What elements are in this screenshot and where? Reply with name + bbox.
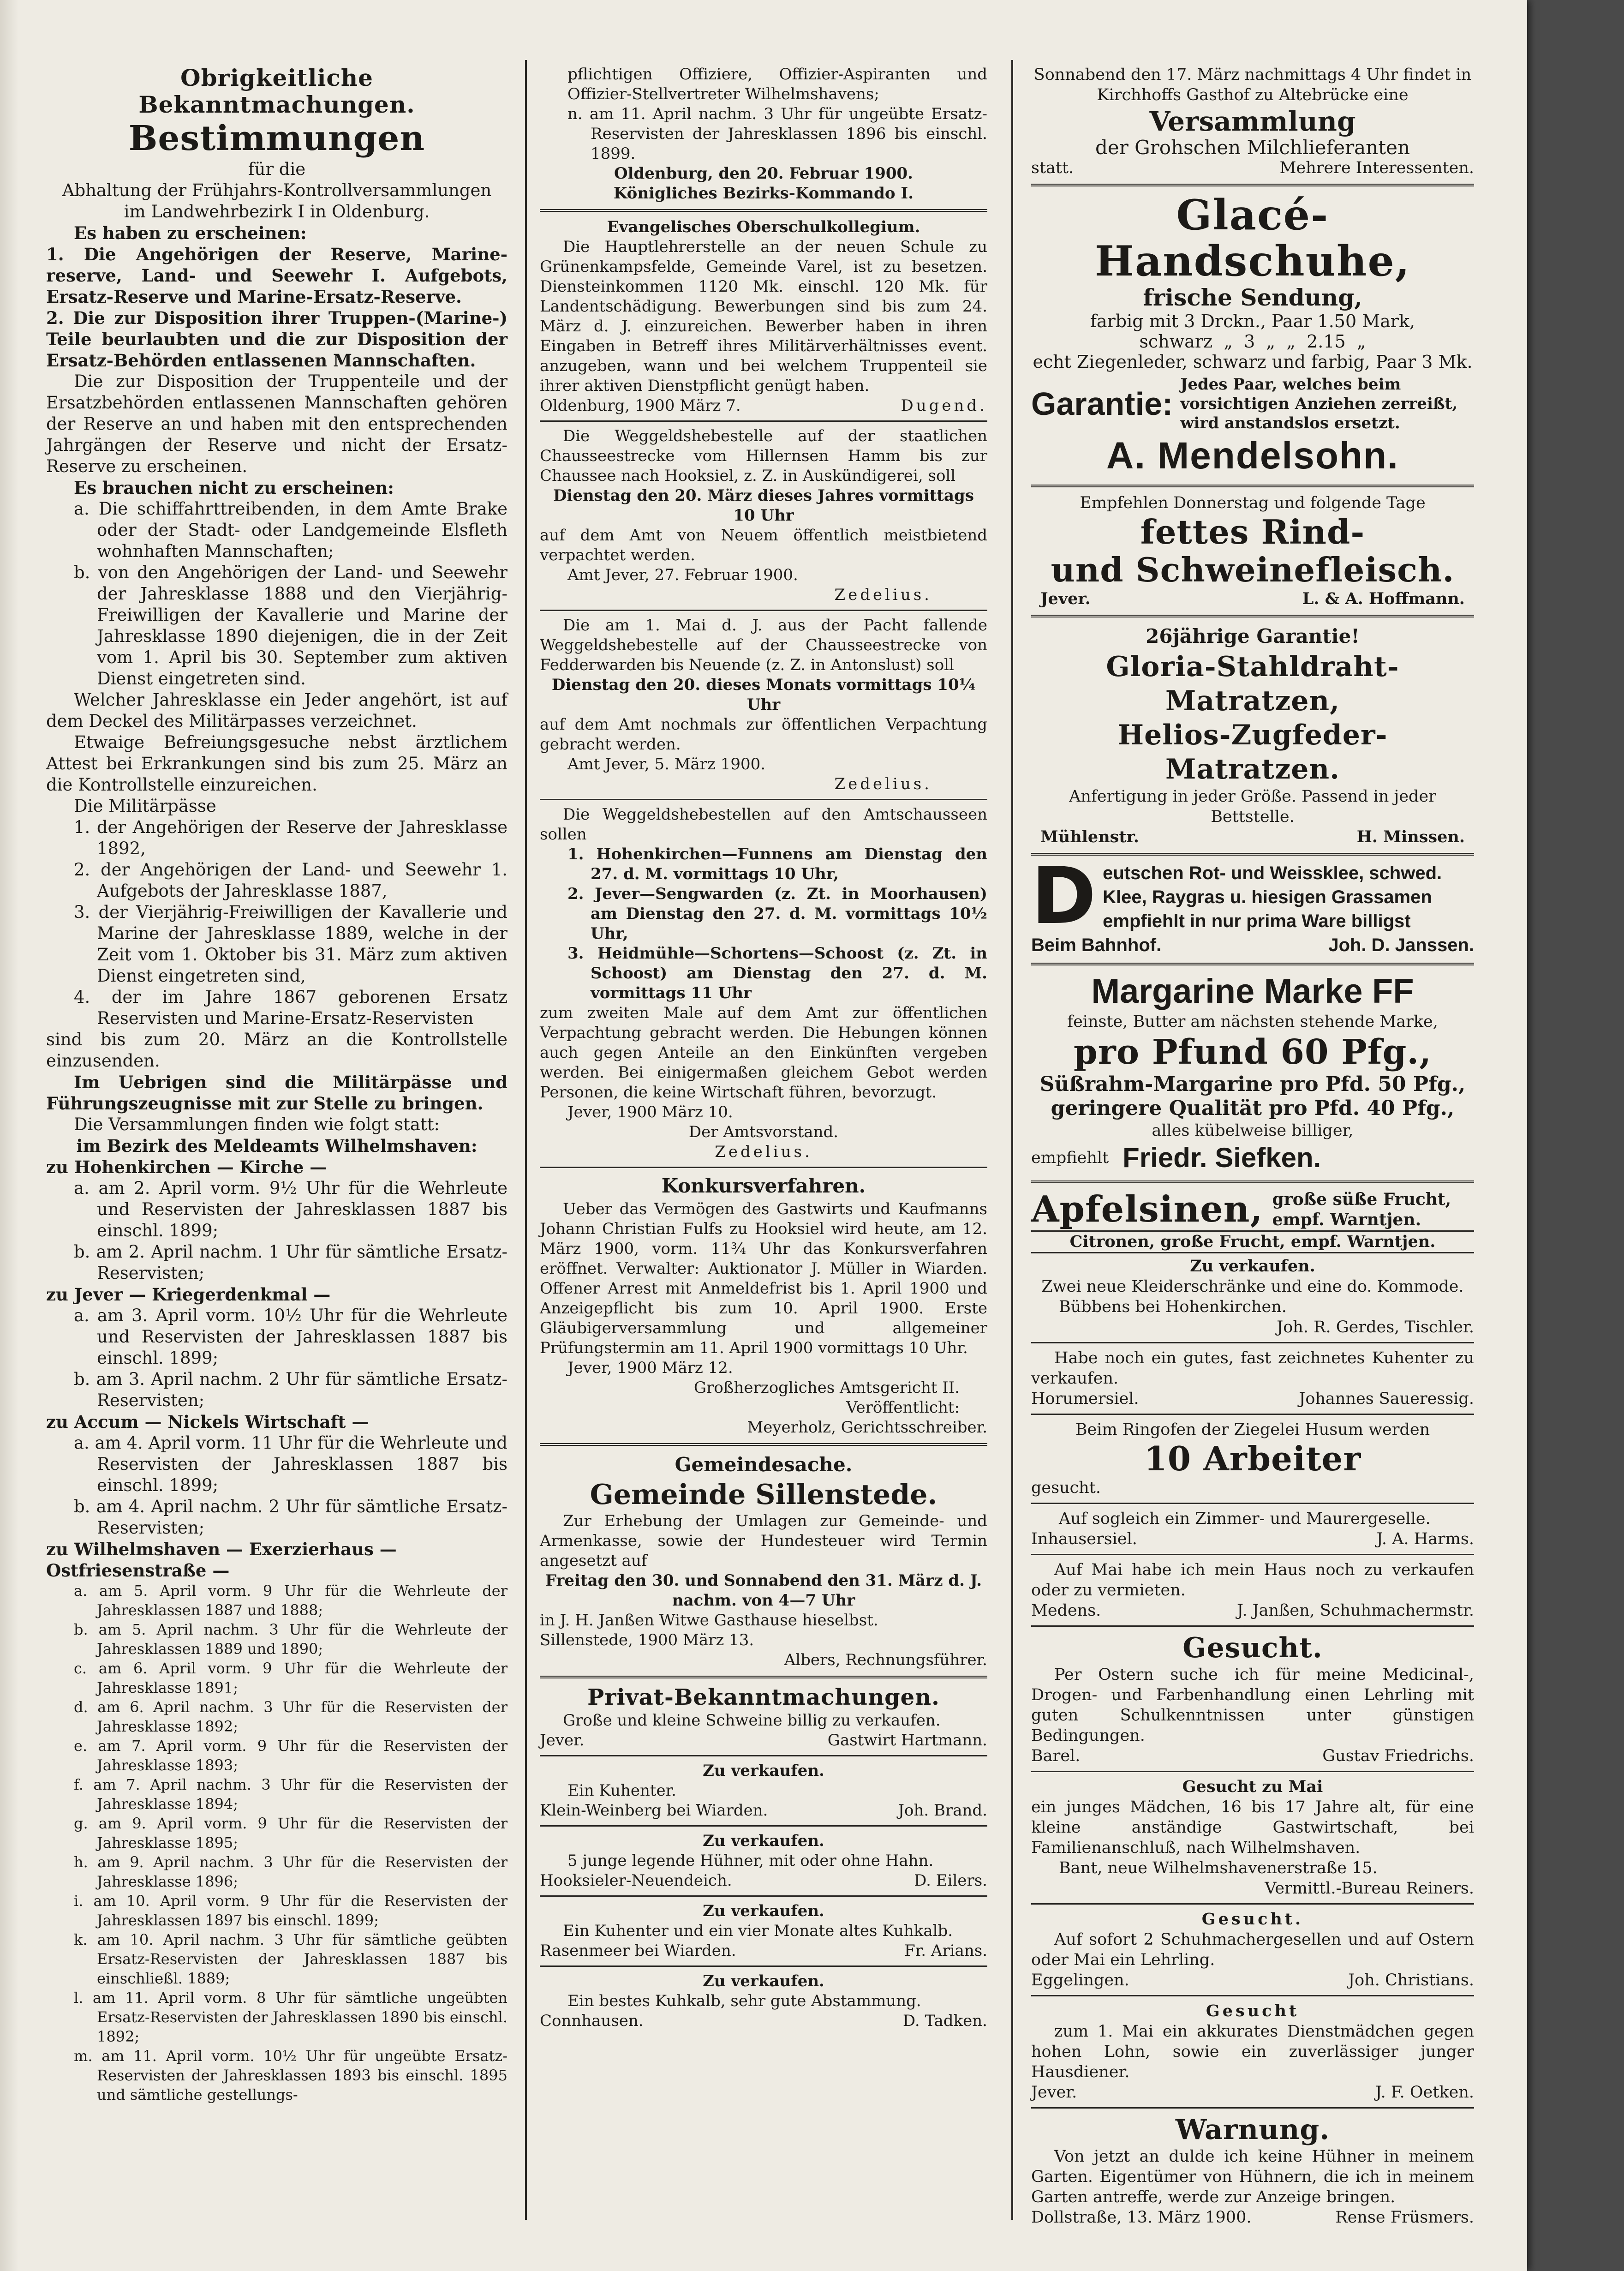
- paragraph: Die Weggeldshebestellen auf den Amtschausseen sollen: [540, 805, 987, 844]
- paragraph: zum zweiten Male auf dem Amt zur öffentlichen Verpachtung gebracht werden. Die Hebungen können auch gegen Anteile an den Einkünften vergeben werden. Bei einigermaßen gleichem Gebot werden Personen, die keine Wirtschaft führen, bevorzugt.: [540, 1004, 987, 1102]
- divider: [1031, 1414, 1474, 1415]
- ad-text: Per Ostern suche ich für meine Medicinal-, Drogen- und Farbenhandlung einen Lehrling mit guten Schulkenntnissen unter günstigen Bedingungen.: [1031, 1666, 1474, 1745]
- list-item: b. am 2. April nachm. 1 Uhr für sämtliche Ersatz-Reservisten;: [74, 1242, 508, 1283]
- ad-location: Connhausen.: [540, 2012, 644, 2030]
- notice-title: Gemeinde Sillenstede.: [590, 1479, 937, 1511]
- section-header: Obrigkeitliche Bekanntmachungen.: [138, 64, 415, 118]
- ad-location: Mühlenstr.: [1040, 827, 1139, 846]
- list-item: 1. Die Angehörigen der Reserve, Marine-reserve, Land- und Seewehr I. Aufgebots, Ersatz-Reserve und Marine-Ersatz-Reserve.: [46, 244, 508, 307]
- ad-heading: Gesucht: [1206, 2001, 1300, 2020]
- paragraph: Ueber das Vermögen des Gastwirts und Kaufmanns Johann Christian Fulfs zu Hooksiel wird heute, am 12. März 1900, vorm. 11¾ Uhr das Konkursverfahren eröffnet. Verwalter: Auktionator J. Müller in Wiarden. Offener Arrest mit Anmeldefrist bis 1. April 1900 und Anzeigepflicht bis zum 10. April 1900. Erste Gläubigerversammlung und allgemeiner Prüfungstermin am 11. April 1900 vormittags 10 Uhr.: [540, 1200, 987, 1357]
- ad-signature: Johannes Saueressig.: [1299, 1390, 1474, 1408]
- ad-text: Bübbens bei Hohenkirchen.: [1059, 1298, 1287, 1316]
- ad-heading: Gesucht.: [1201, 1910, 1304, 1929]
- location-heading: zu Jever — Kriegerdenkmal —: [46, 1284, 331, 1305]
- ad-location: Jever.: [1040, 589, 1091, 608]
- drop-cap: D: [1031, 851, 1097, 942]
- ad-location: Beim Bahnhof.: [1031, 935, 1162, 955]
- notice-footer: [540, 396, 987, 416]
- list-item: 1. Hohenkirchen—Funnens am Dienstag den 27. d. M. vormittags 10 Uhr,: [567, 845, 987, 883]
- divider: [540, 1895, 987, 1897]
- ad-text: alles kübelweise billiger,: [1152, 1121, 1354, 1140]
- ad-brand: A. Mendelsohn.: [1106, 435, 1399, 477]
- notice-signature: Zedelius.: [834, 775, 932, 793]
- column-advertisements: [1031, 65, 1474, 2228]
- divider: [1031, 1554, 1474, 1555]
- ad-signature: J. A. Harms.: [1376, 1530, 1474, 1548]
- ad-location: Barel.: [1031, 1747, 1081, 1765]
- list-item: 2. der Angehörigen der Land- und Seewehr 1. Aufgebots der Jahresklasse 1887,: [74, 860, 508, 901]
- list-item: e. am 7. April vorm. 9 Uhr für die Reservisten der Jahresklasse 1893;: [74, 1737, 508, 1774]
- ad-signature: Joh. R. Gerdes, Tischler.: [1277, 1318, 1474, 1336]
- list-item: 2. Die zur Disposition ihrer Truppen-(Marine-) Teile beurlaubten und die zur Disposition der Ersatz-Behörden entlassenen Mannschaften.: [46, 308, 508, 371]
- notice-subtitle-1: für die: [248, 159, 306, 179]
- ad-signature: D. Tadken.: [902, 2012, 987, 2030]
- divider: [540, 799, 987, 800]
- notice-date: Amt Jever, 5. März 1900.: [567, 755, 766, 773]
- paragraph: Die Militärpässe: [74, 796, 216, 816]
- ad-signature: J. F. Oetken.: [1375, 2083, 1474, 2102]
- list-item: 4. der im Jahre 1867 geborenen Ersatz Reservisten und Marine-Ersatz-Reservisten: [74, 987, 508, 1028]
- ad-heading: Zu verkaufen.: [703, 1902, 824, 1920]
- ad-footer: [540, 1731, 987, 1750]
- notice-date: Oldenburg, 1900 März 7.: [540, 396, 741, 415]
- ad-signature: Joh. Brand.: [898, 1801, 987, 1820]
- divider: [540, 1755, 987, 1756]
- ad-signature: Joh. Christians.: [1348, 1971, 1474, 1989]
- orange-ad: [1031, 1189, 1474, 1230]
- ad-footer: [1031, 1970, 1474, 1990]
- notice-heading: Evangelisches Oberschulkollegium.: [607, 218, 920, 236]
- ad-price: pro Pfund 60 Pfg.,: [1074, 1032, 1432, 1072]
- ad-headline: Gloria-Stahldraht-Matratzen,: [1106, 651, 1399, 717]
- column-notices-2: [540, 65, 987, 2031]
- ad-location: Klein-Weinberg bei Wiarden.: [540, 1801, 768, 1820]
- notice-date-emphasis: Dienstag den 20. März dieses Jahres vormittags 10 Uhr: [553, 486, 974, 525]
- ad-heading: Zu verkaufen.: [703, 1972, 824, 1990]
- ad-location: Rasenmeer bei Wiarden.: [540, 1941, 736, 1960]
- ad-location: Jever.: [540, 1731, 585, 1750]
- ad-footer: [1031, 1600, 1474, 1621]
- ad-signature: H. Minssen.: [1356, 827, 1465, 846]
- divider: [1031, 2107, 1474, 2109]
- divider: [540, 209, 987, 212]
- ad-signature: Mehrere Interessenten.: [1279, 159, 1474, 177]
- ad-headline: fettes Rind-: [1140, 512, 1365, 551]
- notice-subtitle-2: Abhaltung der Frühjahrs-Kontrollversammlungen: [62, 180, 492, 200]
- ad-headline: und Schweinefleisch.: [1051, 550, 1455, 589]
- location-heading: zu Hohenkirchen — Kirche —: [46, 1157, 327, 1177]
- ad-text: Auf sofort 2 Schuhmachergesellen und auf Ostern oder Mai ein Lehrling.: [1031, 1930, 1474, 1969]
- ad-signature: Rense Früsmers.: [1335, 2208, 1474, 2227]
- notice-signature: Königliches Bezirks-Kommando I.: [613, 184, 914, 203]
- ad-signature: D. Eilers.: [914, 1871, 987, 1890]
- ad-text: feinste, Butter am nächsten stehende Marke,: [1067, 1013, 1438, 1031]
- notice-title: Bestimmungen: [128, 119, 425, 158]
- paragraph: in J. H. Janßen Witwe Gasthause hieselbst.: [540, 1611, 878, 1630]
- paragraph: Die Hauptlehrerstelle an der neuen Schule zu Grünenkampsfelde, Gemeinde Varel, ist zu besetzen. Diensteinkommen 1120 Mk. einschl. 120 Mk. für Landentschädigung. Bewerbungen sind bis zum 24. März d. J. einzureichen. Bewerber haben in ihren Eingaben in Betreff ihres Militärverhältnisses event. anzugeben, wann und bei welchem Truppenteil sie ihrer aktiven Dienstpflicht genügt haben.: [540, 238, 987, 395]
- ad-footer: [1031, 158, 1474, 178]
- list-item: f. am 7. April nachm. 3 Uhr für die Reservisten der Jahresklasse 1894;: [74, 1776, 508, 1813]
- ad-headline: Warnung.: [1175, 2114, 1330, 2146]
- ad-text: Citronen, große Frucht, empf. Warntjen.: [1031, 1230, 1474, 1253]
- ad-headline: Gesucht.: [1182, 1632, 1323, 1664]
- ad-footer: [540, 1801, 987, 1821]
- ad-subtitle: 26jährige Garantie!: [1146, 625, 1360, 647]
- ad-footer: [1031, 1389, 1474, 1409]
- ad-text: Anfertigung in jeder Größe. Passend in jeder Bettstelle.: [1069, 787, 1436, 826]
- classified-ad: Ein bestes Kuhkalb, sehr gute Abstammung.: [567, 1992, 921, 2010]
- ad-text: ein junges Mädchen, 16 bis 17 Jahre alt, für eine kleine anständige Gastwirtschaft, bei Familienanschluß, nach Wilhelmshaven.: [1031, 1798, 1474, 1857]
- ad-location: Horumersiel.: [1031, 1390, 1139, 1408]
- ad-footer: [1031, 2082, 1474, 2103]
- notice-subtitle-3: im Landwehrbezirk I in Oldenburg.: [124, 202, 430, 222]
- ad-headline: Glacé-Handschuhe,: [1094, 191, 1411, 286]
- paragraph: im Bezirk des Meldeamts Wilhelmshaven:: [76, 1136, 478, 1156]
- notice-date: Sillenstede, 1900 März 13.: [540, 1631, 754, 1649]
- ad-footer: [1031, 827, 1474, 847]
- ad-signature: Joh. D. Janssen.: [1328, 935, 1474, 955]
- ad-footer: [1031, 1141, 1474, 1175]
- ad-footer: [1031, 1529, 1474, 1549]
- list-item: a. am 5. April vorm. 9 Uhr für die Wehrleute der Jahresklassen 1887 und 1888;: [74, 1582, 508, 1619]
- list-item: i. am 10. April vorm. 9 Uhr für die Reservisten der Jahresklassen 1897 bis einschl. 1899;: [74, 1892, 508, 1929]
- divider: [540, 420, 987, 422]
- ad-signature: L. & A. Hoffmann.: [1302, 589, 1465, 608]
- paragraph: Die zur Disposition der Truppenteile und der Ersatzbehörden entlassenen Mannschaften gehören der Reserve an und haben mit den entsprechenden Jahrgängen der Reserve und nicht der Ersatz-Reserve zu erscheinen.: [46, 372, 508, 476]
- list-item: b. von den Angehörigen der Land- und Seewehr der Jahresklasse 1888 und den Vierjährig-Freiwilligen der Kavallerie und Marine der Jahresklasse 1890 diejenigen, die in der Zeit vom 1. April bis 30. September zum aktiven Dienst eingetreten sind.: [74, 563, 508, 689]
- price-line: Süßrahm-Margarine pro Pfd. 50 Pfg.,: [1039, 1073, 1466, 1096]
- ad-location: Hooksieler-Neuendeich.: [540, 1871, 732, 1890]
- ad-subtitle: der Grohschen Milchlieferanten: [1095, 136, 1410, 159]
- list-item: n. am 11. April nachm. 3 Uhr für ungeübte Ersatz-Reservisten der Jahresklassen 1896 bis einschl. 1899.: [567, 105, 987, 163]
- ad-location: Jever.: [1031, 2083, 1077, 2102]
- list-item: b. am 5. April nachm. 3 Uhr für die Wehrleute der Jahresklassen 1889 und 1890;: [74, 1621, 508, 1658]
- notice-date: Amt Jever, 27. Februar 1900.: [567, 566, 798, 584]
- list-item: 3. der Vierjährig-Freiwilligen der Kavallerie und Marine der Jahresklasse 1889, welche in der Zeit vom 1. Oktober bis 31. März zum aktiven Dienst eingetreten sind,: [74, 902, 508, 986]
- paragraph: Es haben zu erscheinen:: [74, 223, 307, 243]
- paragraph: Welcher Jahresklasse ein Jeder angehört, ist auf dem Deckel des Militärpasses verzeichnet.: [46, 690, 508, 731]
- classified-ad: Große und kleine Schweine billig zu verkaufen.: [563, 1711, 941, 1730]
- list-item: a. am 3. April vorm. 10½ Uhr für die Wehrleute und Reservisten der Jahresklassen 1887 bis einschl. 1899;: [74, 1306, 508, 1368]
- paragraph: auf dem Amt nochmals zur öffentlichen Verpachtung gebracht werden.: [540, 715, 987, 754]
- notice-date-emphasis: Dienstag den 20. dieses Monats vormittags 10¼ Uhr: [551, 676, 976, 714]
- price-line: geringere Qualität pro Pfd. 40 Pfg.,: [1051, 1097, 1455, 1120]
- ad-text: Sonnabend den 17. März nachmittags 4 Uhr findet in Kirchhoffs Gasthof zu Altebrücke eine: [1033, 66, 1472, 104]
- notice-signature: Meyerholz, Gerichtsschreiber.: [747, 1418, 987, 1437]
- notice-date: Jever, 1900 März 12.: [567, 1359, 733, 1377]
- list-item: a. Die schiffahrttreibenden, in dem Amte Brake oder der Stadt- oder Landgemeinde Elsfleth wohnhaften Mannschaften;: [74, 499, 508, 561]
- list-item: 3. Heidmühle—Schortens—Schoost (z. Zt. in Schoost) am Dienstag den 27. d. M. vormittags 11 Uhr: [567, 944, 987, 1002]
- list-item: a. am 2. April vorm. 9½ Uhr für die Wehrleute und Reservisten der Jahresklassen 1887 bis einschl. 1899;: [74, 1178, 508, 1240]
- ad-text: empfiehlt: [1031, 1149, 1109, 1167]
- divider: [1031, 853, 1474, 856]
- ad-footer: [540, 1871, 987, 1891]
- notice-signature: Großherzogliches Amtsgericht II.: [693, 1378, 960, 1397]
- ad-text: Jedes Paar, welches beim vorsichtigen Anziehen zerreißt, wird anstandslos ersetzt.: [1180, 375, 1458, 432]
- divider: [1031, 1903, 1474, 1905]
- divider: [540, 1167, 987, 1168]
- ad-signature: Gustav Friedrichs.: [1322, 1747, 1474, 1765]
- notice-signature: Der Amtsvorstand.: [688, 1123, 839, 1141]
- paragraph: auf dem Amt von Neuem öffentlich meistbietend verpachtet werden.: [540, 526, 987, 564]
- clover-ad: [1031, 851, 1474, 942]
- divider: [540, 1825, 987, 1827]
- ad-headline: Garantie:: [1031, 386, 1173, 422]
- section-header: Privat-Bekanntmachungen.: [587, 1684, 940, 1710]
- ad-signature: Vermittl.-Bureau Reiners.: [1265, 1879, 1474, 1898]
- ad-location: Inhausersiel.: [1031, 1530, 1137, 1548]
- column-rule: [1011, 60, 1013, 2220]
- ad-signature: Friedr. Siefken.: [1122, 1142, 1321, 1173]
- notice-signature: Dugend.: [901, 396, 987, 415]
- price-line: echt Ziegenleder, schwarz und farbig, Paar 3 Mk.: [1033, 352, 1473, 372]
- price-line: schwarz „ 3 „ „ 2.15 „: [1139, 331, 1366, 352]
- ad-headline: Margarine Marke FF: [1091, 972, 1414, 1010]
- divider: [540, 610, 987, 611]
- list-item: b. am 3. April nachm. 2 Uhr für sämtliche Ersatz-Reservisten;: [74, 1369, 508, 1410]
- paragraph: Die Weggeldshebestelle auf der staatlichen Chausseestrecke vom Hillernsen Hamm bis zur Chaussee nach Hooksiel, z. Z. in Auskündigerei, soll: [540, 427, 987, 485]
- list-item: 1. der Angehörigen der Reserve der Jahresklasse 1892,: [74, 817, 508, 858]
- paragraph: Etwaige Befreiungsgesuche nebst ärztlichem Attest bei Erkrankungen sind bis zum 25. März an die Kontrollstelle einzureichen.: [46, 732, 508, 795]
- ad-text: Zwei neue Kleiderschränke und eine do. Kommode.: [1041, 1277, 1464, 1296]
- location-heading: zu Accum — Nickels Wirtschaft —: [46, 1412, 369, 1432]
- list-item: m. am 11. April vorm. 10½ Uhr für ungeübte Ersatz-Reservisten der Jahresklassen 1893 bis einschl. 1895 und sämtliche gestellungs-: [74, 2047, 508, 2103]
- ad-text: zum 1. Mai ein akkurates Dienstmädchen gegen hohen Lohn, sowie ein zuverlässiger junger Hausdiener.: [1031, 2022, 1474, 2081]
- column-rule: [525, 60, 527, 2220]
- notice-signature: Veröffentlicht:: [846, 1398, 960, 1417]
- paragraph: Die am 1. Mai d. J. aus der Pacht fallende Weggeldshebestelle auf der Chausseestrecke von Fedderwarden bis Neuende (z. Z. in Antonslust) soll: [540, 616, 987, 674]
- paragraph: sind bis zum 20. März an die Kontrollstelle einzusenden.: [46, 1030, 508, 1071]
- ad-text: empf. Warntjen.: [1272, 1210, 1421, 1229]
- ad-footer: [540, 1941, 987, 1961]
- ad-text-block: [1272, 1189, 1451, 1230]
- ad-footer: [1031, 2207, 1474, 2228]
- ad-text: eutschen Rot- und Weissklee, schwed. Klee, Raygras u. hiesigen Grassamen empfiehlt in nur prima Ware billigst: [1103, 863, 1442, 931]
- list-item: k. am 10. April nachm. 3 Uhr für sämtliche geübten Ersatz-Reservisten der Jahresklassen 1887 bis einschließl. 1889;: [74, 1931, 508, 1987]
- ad-text: Bant, neue Wilhelmshavenerstraße 15.: [1059, 1859, 1378, 1877]
- ad-signature: Gastwirt Hartmann.: [827, 1731, 987, 1750]
- list-item: 2. Jever—Sengwarden (z. Zt. in Moorhausen) am Dienstag den 27. d. M. vormittags 10½ Uhr,: [567, 885, 987, 943]
- divider: [1031, 615, 1474, 617]
- divider: [1031, 485, 1474, 487]
- ad-footer: [540, 2011, 987, 2031]
- list-item: d. am 6. April nachm. 3 Uhr für die Reservisten der Jahresklasse 1892;: [74, 1698, 508, 1735]
- ad-signature: J. Janßen, Schuhmachermstr.: [1237, 1601, 1474, 1620]
- ad-location: Medens.: [1031, 1601, 1101, 1620]
- column-official-notices: [46, 65, 508, 2104]
- section-header: Gemeindesache.: [675, 1453, 853, 1476]
- ad-text: Empfehlen Donnerstag und folgende Tage: [1080, 494, 1426, 512]
- ad-text: große süße Frucht,: [1272, 1190, 1451, 1209]
- paragraph: Im Uebrigen sind die Militärpässe und Führungszeugnisse mit zur Stelle zu bringen.: [46, 1072, 508, 1114]
- notice-signature: Albers, Rechnungsführer.: [784, 1651, 987, 1669]
- price-line: farbig mit 3 Drckn., Paar 1.50 Mark,: [1090, 311, 1415, 331]
- notice-date: Jever, 1900 März 10.: [567, 1103, 733, 1121]
- divider: [1031, 1625, 1474, 1627]
- list-item: g. am 9. April vorm. 9 Uhr für die Reservisten der Jahresklasse 1895;: [74, 1815, 508, 1852]
- paragraph: pflichtigen Offiziere, Offizier-Aspiranten und Offizier-Stellvertreter Wilhelmshavens;: [567, 65, 987, 103]
- ad-text: statt.: [1031, 159, 1074, 177]
- ad-text: Auf sogleich ein Zimmer- und Maurergeselle.: [1059, 1510, 1431, 1528]
- paragraph: Es brauchen nicht zu erscheinen:: [74, 478, 394, 498]
- notice-date-emphasis: Freitag den 30. und Sonnabend den 31. März d. J. nachm. von 4—7 Uhr: [545, 1571, 982, 1610]
- list-item: h. am 9. April nachm. 3 Uhr für die Reservisten der Jahresklasse 1896;: [74, 1853, 508, 1890]
- ad-text: Von jetzt an dulde ich keine Hühner in meinem Garten. Eigentümer von Hühnern, die ich in meinem Garten antreffe, werde zur Anzeige bringen.: [1031, 2147, 1474, 2206]
- classified-ad: Ein Kuhenter.: [567, 1781, 676, 1800]
- ad-headline: Helios-Zugfeder-Matratzen.: [1117, 719, 1388, 785]
- divider: [1031, 1342, 1474, 1343]
- ad-text: Beim Ringofen der Ziegelei Husum werden: [1075, 1420, 1430, 1439]
- list-item: c. am 6. April vorm. 9 Uhr für die Wehrleute der Jahresklasse 1891;: [74, 1660, 508, 1696]
- ad-headline: 10 Arbeiter: [1144, 1439, 1361, 1478]
- ad-text: Habe noch ein gutes, fast zeichnetes Kuhenter zu verkaufen.: [1031, 1349, 1474, 1388]
- divider: [540, 1965, 987, 1967]
- ad-text: Auf Mai habe ich mein Haus noch zu verkaufen oder zu vermieten.: [1031, 1561, 1474, 1600]
- notice-heading: Konkursverfahren.: [661, 1174, 866, 1197]
- divider: [540, 1443, 987, 1446]
- divider: [1031, 1503, 1474, 1504]
- guarantee-box: [1031, 375, 1474, 433]
- ad-headline: Apfelsinen,: [1031, 1188, 1263, 1230]
- ad-heading: Zu verkaufen.: [703, 1832, 824, 1850]
- divider: [1031, 184, 1474, 186]
- ad-headline: Versammlung: [1149, 106, 1356, 137]
- ad-heading: Zu verkaufen.: [703, 1762, 824, 1780]
- divider: [1031, 1771, 1474, 1772]
- list-item: a. am 4. April vorm. 11 Uhr für die Wehrleute und Reservisten der Jahresklassen 1887 bis einschl. 1899;: [74, 1433, 508, 1495]
- notice-signature: Zedelius.: [715, 1143, 812, 1161]
- ad-subtitle: frische Sendung,: [1143, 284, 1362, 311]
- list-item: b. am 4. April nachm. 2 Uhr für sämtliche Ersatz-Reservisten;: [74, 1497, 508, 1538]
- divider: [1031, 1995, 1474, 1996]
- ad-signature: Fr. Arians.: [904, 1941, 987, 1960]
- paragraph: Die Versammlungen finden wie folgt statt:: [74, 1115, 440, 1134]
- ad-heading: Gesucht zu Mai: [1182, 1777, 1323, 1796]
- notice-signature: Zedelius.: [834, 586, 932, 604]
- ad-location: Eggelingen.: [1031, 1971, 1129, 1989]
- classified-ad: 5 junge legende Hühner, mit oder ohne Hahn.: [567, 1852, 934, 1870]
- notice-date: Oldenburg, den 20. Februar 1900.: [614, 164, 914, 183]
- location-heading: zu Wilhelmshaven — Exerzierhaus — Ostfriesenstraße —: [46, 1539, 397, 1581]
- ad-text: gesucht.: [1031, 1479, 1101, 1497]
- ad-footer: [1031, 1746, 1474, 1766]
- divider: [1031, 963, 1474, 965]
- list-item: l. am 11. April vorm. 8 Uhr für sämtliche ungeübten Ersatz-Reservisten der Jahresklassen 1890 bis einschl. 1892;: [74, 1989, 508, 2045]
- classified-ad: Ein Kuhenter und ein vier Monate altes Kuhkalb.: [563, 1922, 953, 1940]
- ad-heading: Zu verkaufen.: [1190, 1257, 1315, 1276]
- divider: [540, 1676, 987, 1678]
- paragraph: Zur Erhebung der Umlagen zur Gemeinde- und Armenkasse, sowie der Hundesteuer wird Termin angesetzt auf: [540, 1512, 987, 1570]
- ad-location: Dollstraße, 13. März 1900.: [1031, 2208, 1252, 2227]
- divider: [1031, 1180, 1474, 1183]
- ad-footer: [1031, 589, 1474, 609]
- ad-footer: [1031, 933, 1474, 957]
